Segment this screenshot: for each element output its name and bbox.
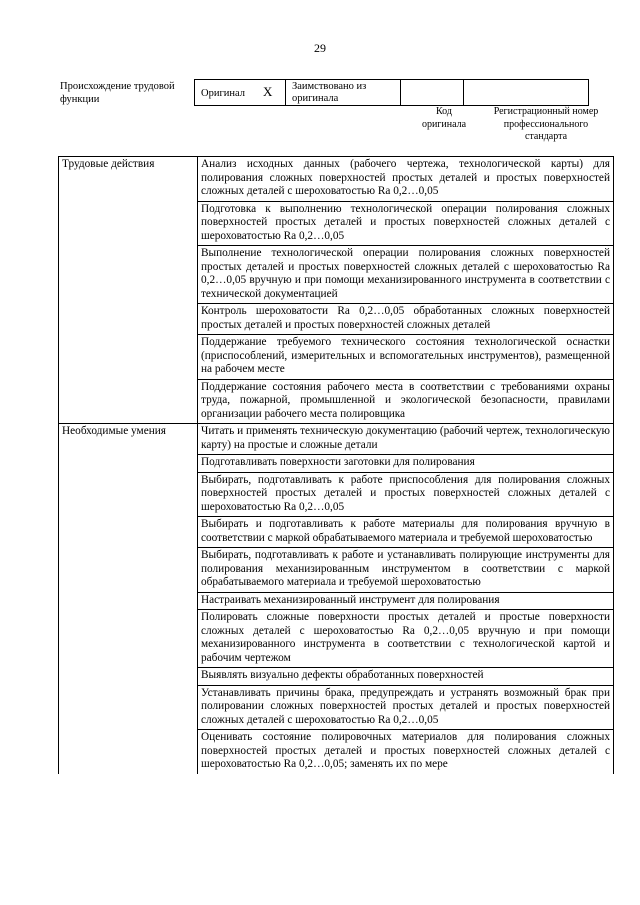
original-label: Оригинал bbox=[201, 87, 245, 99]
skills-item: Полировать сложные поверхности простых деталей и простые поверхности сложных деталей с шероховатостью Ra 0,2…0,05 вручную и при помощи механизированного инструмента в соответствии с технологической картой и рабочим чертежом bbox=[198, 610, 614, 668]
labor-actions-item: Подготовка к выполнению технологической операции полирования сложных поверхностей простых деталей и простых поверхностей сложных деталей с шероховатостью Ra 0,2…0,05 bbox=[198, 201, 614, 246]
skills-item: Выбирать, подготавливать к работе и устанавливать полирующие инструменты для полирования механизированным инструментом в соответствии с маркой обрабатываемого материала и требуемой шероховатостью bbox=[198, 548, 614, 593]
skills-label: Необходимые умения bbox=[59, 424, 198, 774]
skills-item: Настраивать механизированный инструмент для полирования bbox=[198, 592, 614, 610]
labor-actions-item: Выполнение технологической операции полирования сложных поверхностей простых деталей и простых поверхностей сложных деталей с шероховатостью Ra 0,2…0,05 вручную и при помощи механизированного инструмента в соответствии с технической документацией bbox=[198, 246, 614, 304]
code-label: Код оригинала bbox=[421, 106, 467, 130]
functions-table bbox=[58, 156, 614, 774]
code-cell bbox=[401, 80, 464, 106]
skills-item: Подготавливать поверхности заготовки для полирования bbox=[198, 455, 614, 473]
reg-number-label: Регистрационный номер профессионального стандарта bbox=[493, 106, 599, 142]
skills-item: Выявлять визуально дефекты обработанных поверхностей bbox=[198, 668, 614, 686]
origin-label: Происхождение трудовой функции bbox=[60, 81, 175, 105]
page-number: 29 bbox=[314, 41, 326, 55]
labor-actions-item: Поддержание требуемого технического состояния технологической оснастки (приспособлений, измерительных и вспомогательных инструментов), размещенной на рабочем месте bbox=[198, 335, 614, 380]
borrowed-cell: Заимствовано из оригинала bbox=[286, 80, 401, 106]
labor-actions-item: Анализ исходных данных (рабочего чертежа, технологической карты) для полирования сложных поверхностей простых деталей и простых поверхностей сложных деталей с шероховатостью Ra 0,2…0,05 bbox=[198, 157, 614, 202]
labor-actions-item: Поддержание состояния рабочего места в соответствии с требованиями охраны труда, пожарной, промышленной и экологической безопасности, правилами организации рабочего места полировщика bbox=[198, 379, 614, 424]
skills-row bbox=[59, 424, 614, 455]
original-mark: X bbox=[263, 83, 273, 99]
original-cell bbox=[195, 80, 286, 106]
skills-item: Устанавливать причины брака, предупреждать и устранять возможный брак при полировании сложных поверхностей простых деталей и простых поверхностей сложных деталей с шероховатостью Ra 0,2…0,05 bbox=[198, 685, 614, 730]
skills-item: Выбирать и подготавливать к работе материалы для полирования вручную в соответствии с маркой обрабатываемого материала и требуемой шероховатостью bbox=[198, 517, 614, 548]
labor-actions-label: Трудовые действия bbox=[59, 157, 198, 424]
origin-table bbox=[194, 79, 589, 106]
labor-actions-row bbox=[59, 157, 614, 202]
skills-item: Выбирать, подготавливать к работе приспособления для полирования сложных поверхностей простых деталей и простых поверхностей сложных деталей с шероховатостью Ra 0,2…0,05 bbox=[198, 472, 614, 517]
reg-number-cell bbox=[464, 80, 589, 106]
labor-actions-item: Контроль шероховатости Ra 0,2…0,05 обработанных сложных поверхностей простых деталей и простых поверхностей сложных деталей bbox=[198, 304, 614, 335]
skills-item: Оценивать состояние полировочных материалов для полирования сложных поверхностей простых деталей и простых поверхностей сложных деталей с шероховатостью Ra 0,2…0,05; заменять их по мере bbox=[198, 730, 614, 774]
skills-item: Читать и применять техническую документацию (рабочий чертеж, технологическую карту) на простые и сложные детали bbox=[198, 424, 614, 455]
